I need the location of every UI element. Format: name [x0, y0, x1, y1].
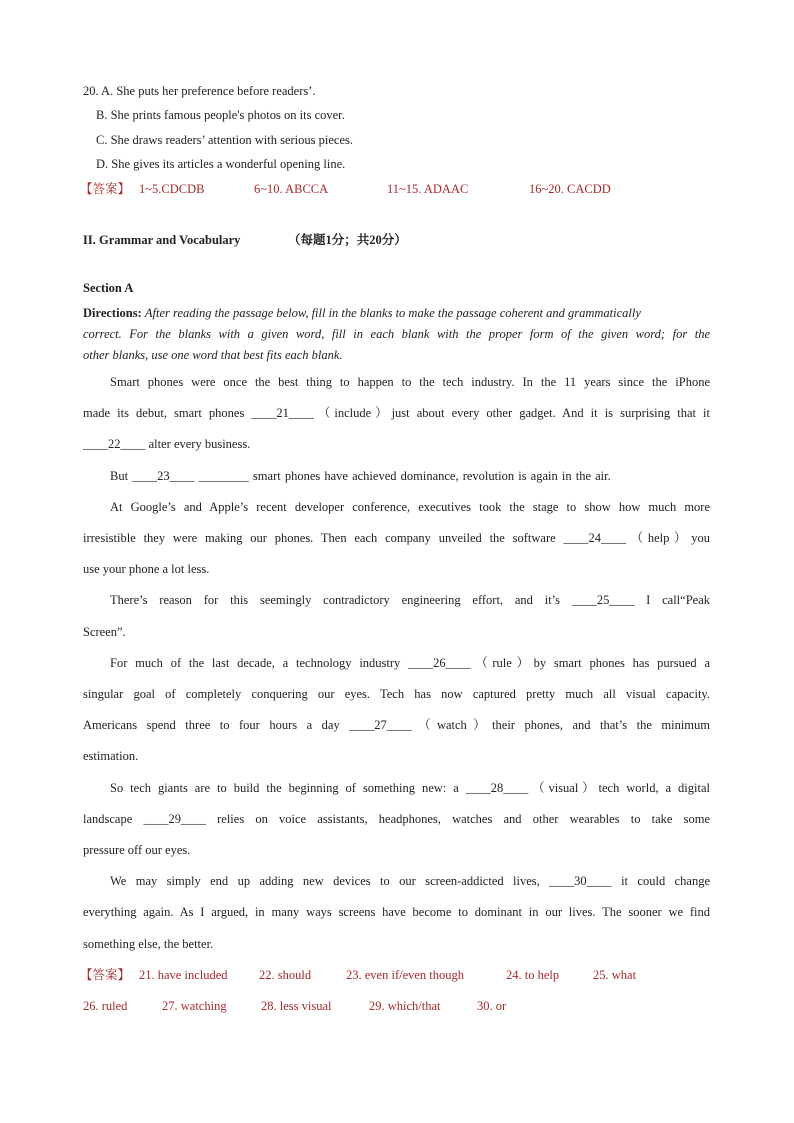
passage-p6-line-1: So tech giants are to build the beginning of something new: a ____28____（visual）tech world, a digital [110, 781, 710, 795]
answer-tag-2: 【答案】 [80, 968, 131, 982]
directions-text-1: After reading the passage below, fill in the blanks to make the passage coherent and grammatically [144, 306, 641, 320]
directions-line-1 [83, 305, 710, 321]
passage-p7-line-2: everything again. As I argued, in many ways screens have become to dominant in our lives. The sooner we find [83, 905, 710, 919]
answer-30: 30. or [477, 999, 507, 1013]
passage-p5-line-2: singular goal of completely conquering our eyes. Tech has now captured pretty much all visual capacity. [83, 687, 710, 701]
passage-p6-line-2: landscape ____29____ relies on voice assistants, headphones, watches and other wearables to take some [83, 812, 710, 826]
answer-28: 28. less visual [261, 999, 332, 1013]
answer-27: 27. watching [162, 999, 227, 1013]
answer-1-5: 1~5.CDCDB [139, 182, 205, 196]
passage-p4-line-2: Screen”. [83, 625, 126, 639]
passage-p3-line-3: use your phone a lot less. [83, 562, 210, 576]
answer-11-15: 11~15. ADAAC [387, 182, 469, 196]
passage-p2: But ____23____ ________ smart phones have achieved dominance, revolution is again in the air. [110, 469, 611, 483]
passage-p4-line-1: There’s reason for this seemingly contradictory engineering effort, and it’s ____25____ I call“Peak [110, 593, 710, 607]
answer-16-20: 16~20. CACDD [529, 182, 611, 196]
section-a-title: Section A [83, 281, 134, 295]
passage-p3-line-1: At Google’s and Apple’s recent developer conference, executives took the stage to show how much more [110, 500, 710, 514]
q20-option-c: C. She draws readers’ attention with serious pieces. [96, 133, 353, 147]
passage-p1-line-2: made its debut, smart phones ____21____（include）just about every other gadget. And it is surprising that it [83, 406, 710, 420]
directions-label: Directions: [83, 306, 142, 320]
directions-line-3: other blanks, use one word that best fits each blank. [83, 348, 343, 362]
answer-21: 21. have included [139, 968, 228, 982]
answer-22: 22. should [259, 968, 312, 982]
answer-26: 26. ruled [83, 999, 128, 1013]
passage-p1-line-1: Smart phones were once the best thing to happen to the tech industry. In the 11 years since the iPhone [110, 375, 710, 389]
section-score: （每题1分；共20分） [288, 233, 407, 247]
passage-p5-line-3: Americans spend three to four hours a day ____27____（watch）their phones, and that’s the minimum [83, 718, 710, 732]
passage-p6-line-3: pressure off our eyes. [83, 843, 191, 857]
section-heading: II. Grammar and Vocabulary [83, 233, 241, 247]
q20-option-d: D. She gives its articles a wonderful opening line. [96, 157, 346, 171]
answer-29: 29. which/that [369, 999, 441, 1013]
answer-6-10: 6~10. ABCCA [254, 182, 329, 196]
q20-option-b: B. She prints famous people's photos on its cover. [96, 108, 345, 122]
passage-p5-line-1: For much of the last decade, a technology industry ____26____（rule）by smart phones has pursued a [110, 656, 710, 670]
q20-stem: 20. A. She puts her preference before readers’. [83, 84, 316, 98]
answer-23: 23. even if/even though [346, 968, 465, 982]
answer-24: 24. to help [506, 968, 560, 982]
passage-p1-line-3: ____22____ alter every business. [83, 437, 251, 451]
answer-25: 25. what [593, 968, 637, 982]
passage-p3-line-2: irresistible they were making our phones. Then each company unveiled the software ____24____（help）you [83, 531, 710, 545]
passage-p7-line-3: something else, the better. [83, 937, 214, 951]
passage-p7-line-1: We may simply end up adding new devices to our screen-addicted lives, ____30____ it could change [110, 874, 710, 888]
answer-tag: 【答案】 [80, 182, 131, 196]
passage-p5-line-4: estimation. [83, 749, 139, 763]
directions-line-2: correct. For the blanks with a given word, fill in each blank with the proper form of the given word; for the [83, 327, 710, 341]
